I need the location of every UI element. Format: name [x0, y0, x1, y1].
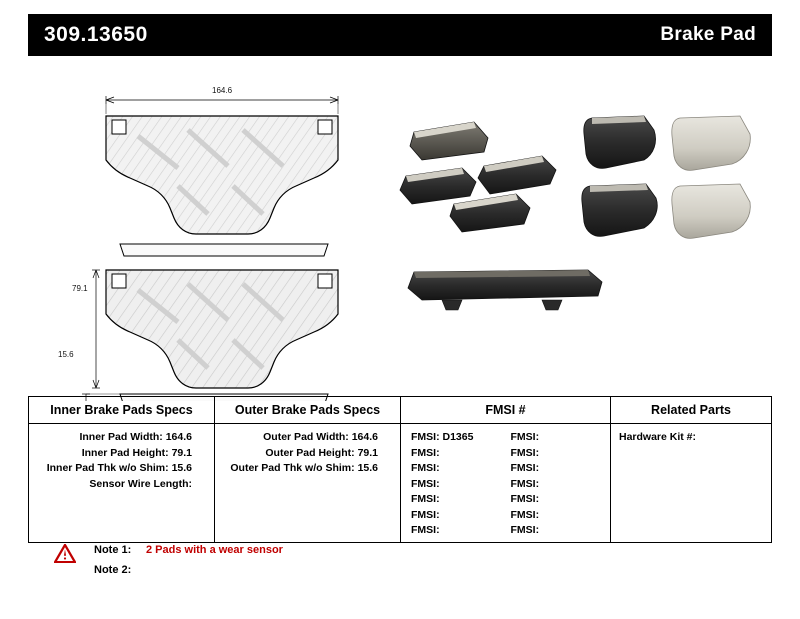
fmsi-row	[511, 508, 611, 524]
header-outer-specs: Outer Brake Pads Specs	[215, 397, 401, 423]
fmsi-row	[411, 461, 511, 477]
hardware-kit-row	[611, 430, 771, 446]
fmsi-label: FMSI:	[411, 508, 440, 521]
fmsi-label: FMSI:	[510, 431, 540, 443]
related-parts-column	[611, 424, 771, 542]
fmsi-column-right	[511, 430, 611, 539]
fmsi-label: FMSI:	[411, 431, 440, 443]
outer-pad-height-label: Outer Pad Height:	[265, 446, 355, 459]
outer-spec-row	[215, 446, 400, 462]
fmsi-row	[411, 492, 511, 508]
product-drawing	[28, 56, 772, 401]
dimension-height-label: 79.1	[72, 284, 88, 293]
warning-icon	[54, 544, 76, 563]
pad-photo-group-light	[672, 116, 750, 238]
page-title: Brake Pad	[660, 24, 756, 45]
inner-pad-height-value: 79.1	[171, 446, 192, 459]
fmsi-row	[411, 430, 511, 446]
header-bar	[28, 14, 772, 56]
fmsi-row	[411, 477, 511, 493]
note-2-row	[94, 564, 131, 576]
inner-spec-row	[29, 430, 214, 446]
header-fmsi: FMSI #	[401, 397, 611, 423]
technical-drawing-svg	[28, 56, 408, 401]
part-number: 309.13650	[44, 23, 148, 46]
fmsi-label: FMSI:	[411, 462, 440, 474]
fmsi-row	[411, 523, 511, 539]
specs-table	[28, 396, 772, 543]
note-1-row	[94, 544, 131, 556]
fmsi-label: FMSI:	[510, 446, 540, 459]
fmsi-row	[411, 446, 511, 462]
fmsi-label: FMSI:	[510, 508, 540, 521]
fmsi-label: FMSI:	[510, 524, 540, 536]
inner-pad-thickness-value: 15.6	[171, 462, 192, 474]
inner-spec-row	[29, 446, 214, 462]
fmsi-label: FMSI:	[510, 493, 540, 505]
specs-table-body	[29, 424, 771, 542]
dimension-width-label: 164.6	[212, 86, 233, 95]
dimension-thickness-label: 15.6	[58, 350, 74, 359]
fmsi-row	[511, 430, 611, 446]
outer-pad-width-value: 164.6	[351, 431, 378, 443]
outer-pad-thickness-label: Outer Pad Thk w/o Shim:	[230, 462, 355, 474]
outer-pad-height-value: 79.1	[357, 446, 378, 459]
fmsi-row	[511, 477, 611, 493]
pad-photo-group-left	[400, 122, 556, 232]
fmsi-label: FMSI:	[411, 446, 440, 459]
header-inner-specs: Inner Brake Pads Specs	[29, 397, 215, 423]
fmsi-label: FMSI:	[510, 462, 540, 474]
fmsi-value: D1365	[442, 431, 474, 443]
fmsi-grid	[401, 430, 610, 539]
specs-table-header-row	[29, 397, 771, 424]
outer-specs-column	[215, 424, 401, 542]
note-2-label: Note 2:	[94, 564, 132, 576]
fmsi-row	[511, 461, 611, 477]
fmsi-row	[511, 446, 611, 462]
pad-photo-group-dark	[582, 116, 657, 236]
notes-section	[28, 542, 772, 588]
fmsi-label: FMSI:	[411, 524, 440, 536]
note-1-value-row	[146, 544, 283, 556]
inner-pad-height-label: Inner Pad Height:	[81, 446, 169, 459]
note-1-value: 2 Pads with a wear sensor	[146, 544, 283, 556]
fmsi-label: FMSI:	[411, 493, 440, 505]
inner-specs-column	[29, 424, 215, 542]
outer-pad-thickness-value: 15.6	[357, 462, 378, 474]
fmsi-label: FMSI:	[411, 477, 440, 490]
inner-pad-width-label: Inner Pad Width:	[79, 431, 163, 443]
inner-spec-row	[29, 461, 214, 477]
outer-spec-row	[215, 430, 400, 446]
inner-pad-thickness-label: Inner Pad Thk w/o Shim:	[46, 462, 169, 474]
pad-photos-svg	[392, 56, 772, 401]
sensor-wire-length-label: Sensor Wire Length:	[89, 477, 192, 490]
inner-spec-row	[29, 477, 214, 493]
fmsi-row	[411, 508, 511, 524]
header-related-parts: Related Parts	[651, 403, 731, 417]
fmsi-row	[511, 492, 611, 508]
fmsi-column-left	[411, 430, 511, 539]
fmsi-row	[511, 523, 611, 539]
inner-pad-width-value: 164.6	[165, 431, 192, 443]
outer-spec-row	[215, 461, 400, 477]
pad-photo-edge-view	[408, 270, 602, 310]
note-1-label: Note 1:	[94, 544, 132, 556]
document-sheet	[28, 14, 772, 594]
fmsi-label: FMSI:	[510, 477, 540, 490]
outer-pad-width-label: Outer Pad Width:	[263, 431, 349, 443]
hardware-kit-label: Hardware Kit #:	[619, 431, 697, 443]
fmsi-column	[401, 424, 611, 542]
